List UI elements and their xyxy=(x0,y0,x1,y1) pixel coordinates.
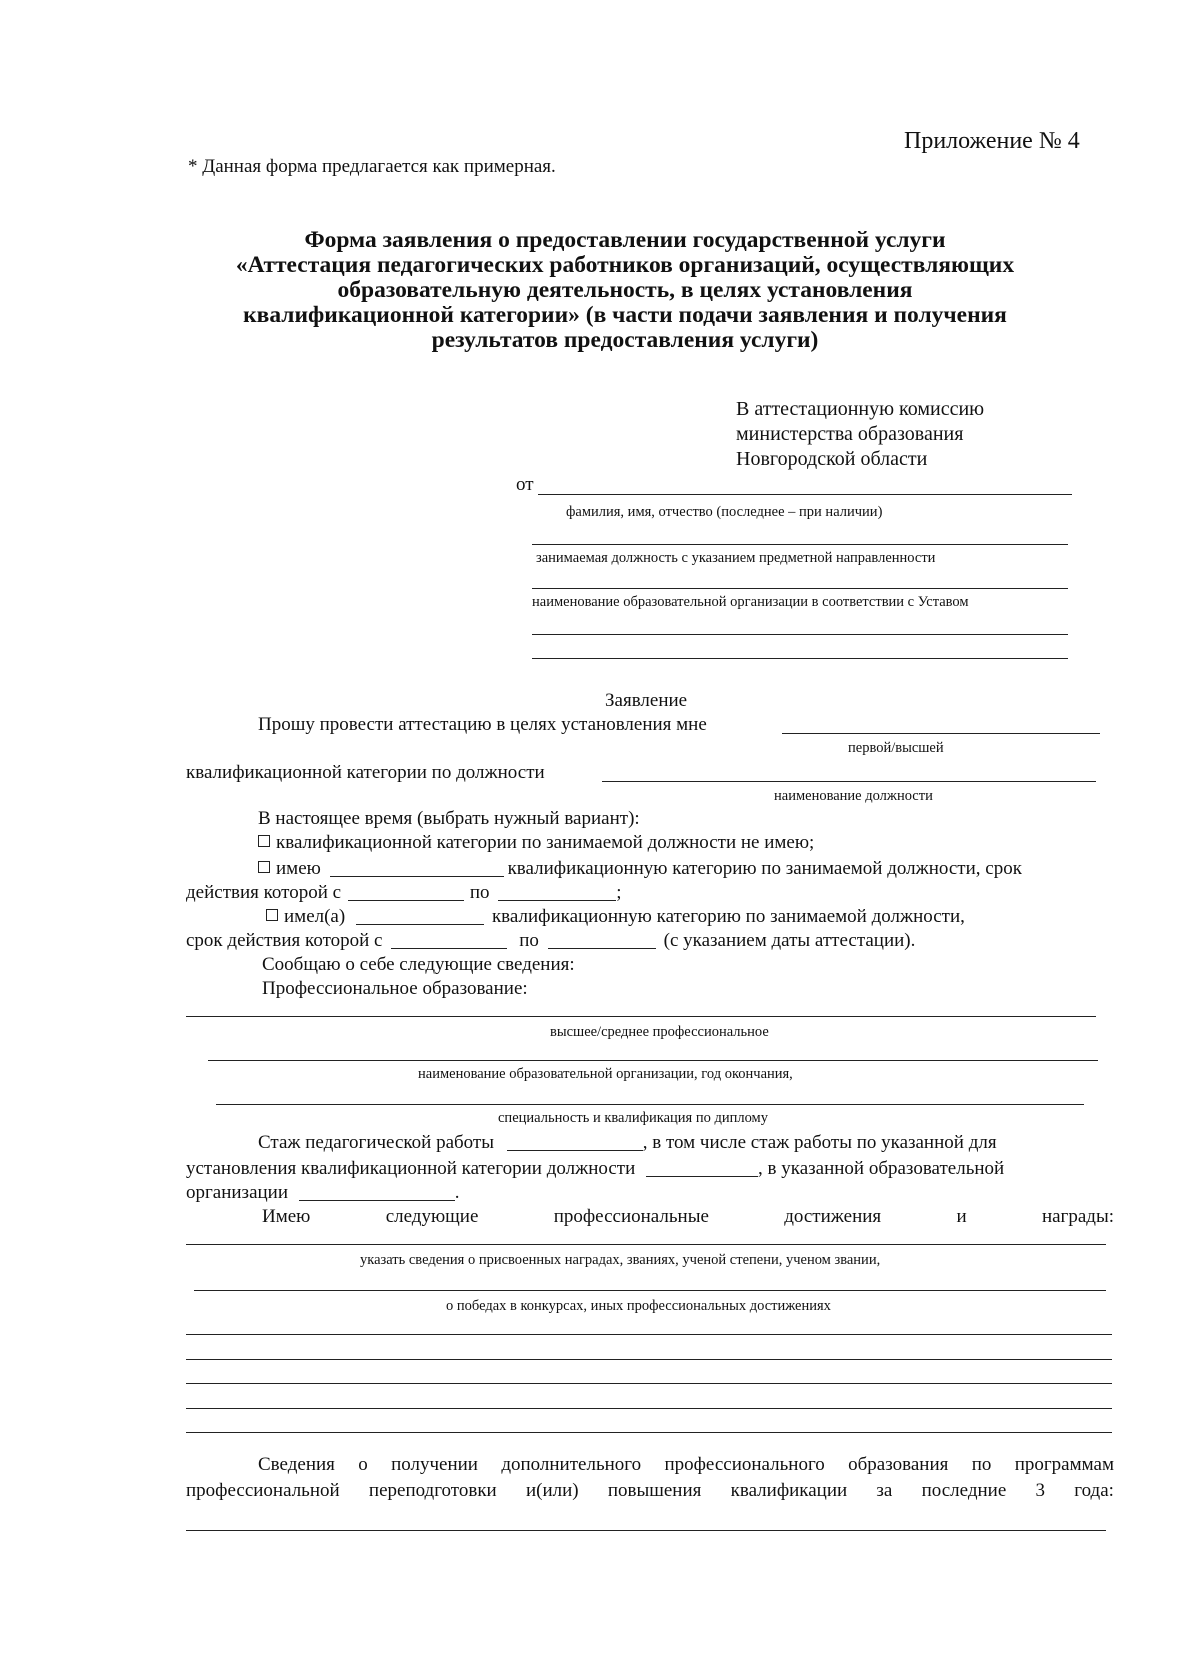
education-spec-line[interactable] xyxy=(216,1104,1084,1105)
option-text: действия которой с xyxy=(186,882,342,903)
training-word: Сведения xyxy=(258,1454,335,1475)
education-spec-hint: специальность и квалификация по диплому xyxy=(498,1110,768,1126)
training-word: профессиональной xyxy=(186,1480,340,1501)
awards-word: профессиональные xyxy=(553,1206,709,1227)
category-field-line[interactable] xyxy=(782,733,1100,734)
fio-field-line[interactable] xyxy=(538,494,1072,495)
training-line-2 xyxy=(186,1480,1114,1502)
position-hint: занимаемая должность с указанием предметной направленности xyxy=(536,550,936,566)
training-word: о xyxy=(358,1454,368,1475)
training-word: дополнительного xyxy=(501,1454,642,1475)
option-text: по xyxy=(469,882,490,903)
awards-word: награды: xyxy=(1041,1206,1114,1227)
document-title xyxy=(150,228,1100,353)
organization-field-line[interactable] xyxy=(532,588,1068,589)
category-hint: первой/высшей xyxy=(848,740,944,756)
awards-hint-1: указать сведения о присвоенных наградах, званиях, ученой степени, ученом звании, xyxy=(360,1252,881,1268)
option-no-category xyxy=(258,832,814,854)
organization-extra-line[interactable] xyxy=(532,634,1068,635)
training-word: профессионального xyxy=(664,1454,825,1475)
position-field-line[interactable] xyxy=(532,544,1068,545)
from-label: от xyxy=(516,474,534,495)
experience-text: организации xyxy=(186,1182,289,1203)
experience-text: , в том числе стаж работы по указанной для xyxy=(642,1132,997,1153)
experience-line-2 xyxy=(186,1158,1004,1180)
awards-word: и xyxy=(956,1206,967,1227)
option-text: (с указанием даты аттестации). xyxy=(663,930,916,951)
title-line: «Аттестация педагогических работников организаций, осуществляющих xyxy=(235,252,1015,278)
training-word: переподготовки xyxy=(368,1480,497,1501)
awards-extra-line[interactable] xyxy=(186,1432,1112,1433)
category-blank[interactable] xyxy=(356,908,484,925)
date-from-blank[interactable] xyxy=(391,932,507,949)
title-line: образовательную деятельность, в целях установления xyxy=(337,277,913,303)
date-to-blank[interactable] xyxy=(498,884,616,901)
education-level-hint: высшее/среднее профессиональное xyxy=(550,1024,769,1040)
awards-line-1[interactable] xyxy=(186,1244,1106,1245)
date-to-blank[interactable] xyxy=(548,932,656,949)
awards-extra-line[interactable] xyxy=(186,1408,1112,1409)
title-line: квалификационной категории» (в части подачи заявления и получения xyxy=(243,302,1007,328)
experience-blank[interactable] xyxy=(299,1184,455,1201)
option-text: по xyxy=(519,930,539,951)
option-text: квалификационную категорию по занимаемой должности, xyxy=(491,906,965,927)
training-word: за xyxy=(876,1480,893,1501)
option-has-category xyxy=(258,858,1022,880)
experience-line-1 xyxy=(258,1132,1114,1154)
training-word: образования xyxy=(848,1454,949,1475)
fio-hint: фамилия, имя, отчество (последнее – при наличии) xyxy=(566,504,883,520)
awards-line xyxy=(262,1206,1114,1228)
education-level-line[interactable] xyxy=(186,1016,1096,1017)
awards-extra-line[interactable] xyxy=(186,1383,1112,1384)
training-word: квалификации xyxy=(730,1480,848,1501)
position-name-field-line[interactable] xyxy=(602,781,1096,782)
option-had-category-dates xyxy=(186,930,915,952)
checkbox[interactable] xyxy=(258,835,270,847)
addressee-line: министерства образования xyxy=(736,423,964,445)
awards-word: следующие xyxy=(385,1206,479,1227)
training-word: получении xyxy=(391,1454,478,1475)
experience-line-3 xyxy=(186,1182,460,1204)
request-text: Прошу провести аттестацию в целях установления мне xyxy=(258,714,707,735)
training-word: по xyxy=(971,1454,992,1475)
category-position-text: квалификационной категории по должности xyxy=(186,762,545,783)
checkbox[interactable] xyxy=(266,909,278,921)
addressee-line: Новгородской области xyxy=(736,448,928,470)
awards-hint-2: о победах в конкурсах, иных профессиональных достижениях xyxy=(446,1298,831,1314)
title-line: результатов предоставления услуги) xyxy=(431,327,819,353)
awards-word: достижения xyxy=(784,1206,882,1227)
experience-blank[interactable] xyxy=(507,1134,643,1151)
awards-word: Имею xyxy=(262,1206,311,1227)
experience-text: Стаж педагогической работы xyxy=(258,1132,494,1153)
training-word: повышения xyxy=(607,1480,702,1501)
organization-extra-line[interactable] xyxy=(532,658,1068,659)
option-text: ; xyxy=(616,882,622,903)
awards-extra-line[interactable] xyxy=(186,1359,1112,1360)
option-has-category-dates xyxy=(186,882,622,904)
application-heading: Заявление xyxy=(605,690,688,711)
date-from-blank[interactable] xyxy=(348,884,464,901)
option-text: квалификационную категорию по занимаемой должности, срок xyxy=(507,858,1022,879)
title-line: Форма заявления о предоставлении государственной услуги xyxy=(304,227,946,253)
about-label: Сообщаю о себе следующие сведения: xyxy=(262,954,575,975)
training-field-line[interactable] xyxy=(186,1530,1106,1531)
education-org-hint: наименование образовательной организации, год окончания, xyxy=(418,1066,793,1082)
experience-blank[interactable] xyxy=(646,1160,758,1177)
option-text: квалификационной категории по занимаемой должности не имею; xyxy=(276,832,815,853)
awards-extra-line[interactable] xyxy=(186,1334,1112,1335)
category-blank[interactable] xyxy=(330,860,504,877)
position-name-hint: наименование должности xyxy=(774,788,933,804)
training-word: и(или) xyxy=(525,1480,579,1501)
education-org-line[interactable] xyxy=(208,1060,1098,1061)
option-text: срок действия которой с xyxy=(186,930,383,951)
organization-hint: наименование образовательной организации в соответствии с Уставом xyxy=(532,594,969,610)
awards-line-2[interactable] xyxy=(194,1290,1106,1291)
addressee-line: В аттестационную комиссию xyxy=(736,398,985,420)
option-had-category xyxy=(266,906,965,928)
experience-text: , в указанной образовательной xyxy=(758,1158,1005,1179)
option-text: имел(а) xyxy=(284,906,346,927)
training-word: программам xyxy=(1014,1454,1114,1475)
checkbox[interactable] xyxy=(258,861,270,873)
experience-text: установления квалификационной категории должности xyxy=(186,1158,636,1179)
appendix-number: Приложение № 4 xyxy=(904,128,1080,154)
training-word: года: xyxy=(1074,1480,1114,1501)
experience-text: . xyxy=(454,1182,460,1203)
education-label: Профессиональное образование: xyxy=(262,978,528,999)
training-word: последние xyxy=(921,1480,1007,1501)
option-text: имею xyxy=(276,858,321,879)
current-status-label: В настоящее время (выбрать нужный вариант): xyxy=(258,808,640,829)
training-word: 3 xyxy=(1035,1480,1046,1501)
training-line-1 xyxy=(258,1454,1114,1476)
form-note: * Данная форма предлагается как примерная. xyxy=(188,156,556,177)
